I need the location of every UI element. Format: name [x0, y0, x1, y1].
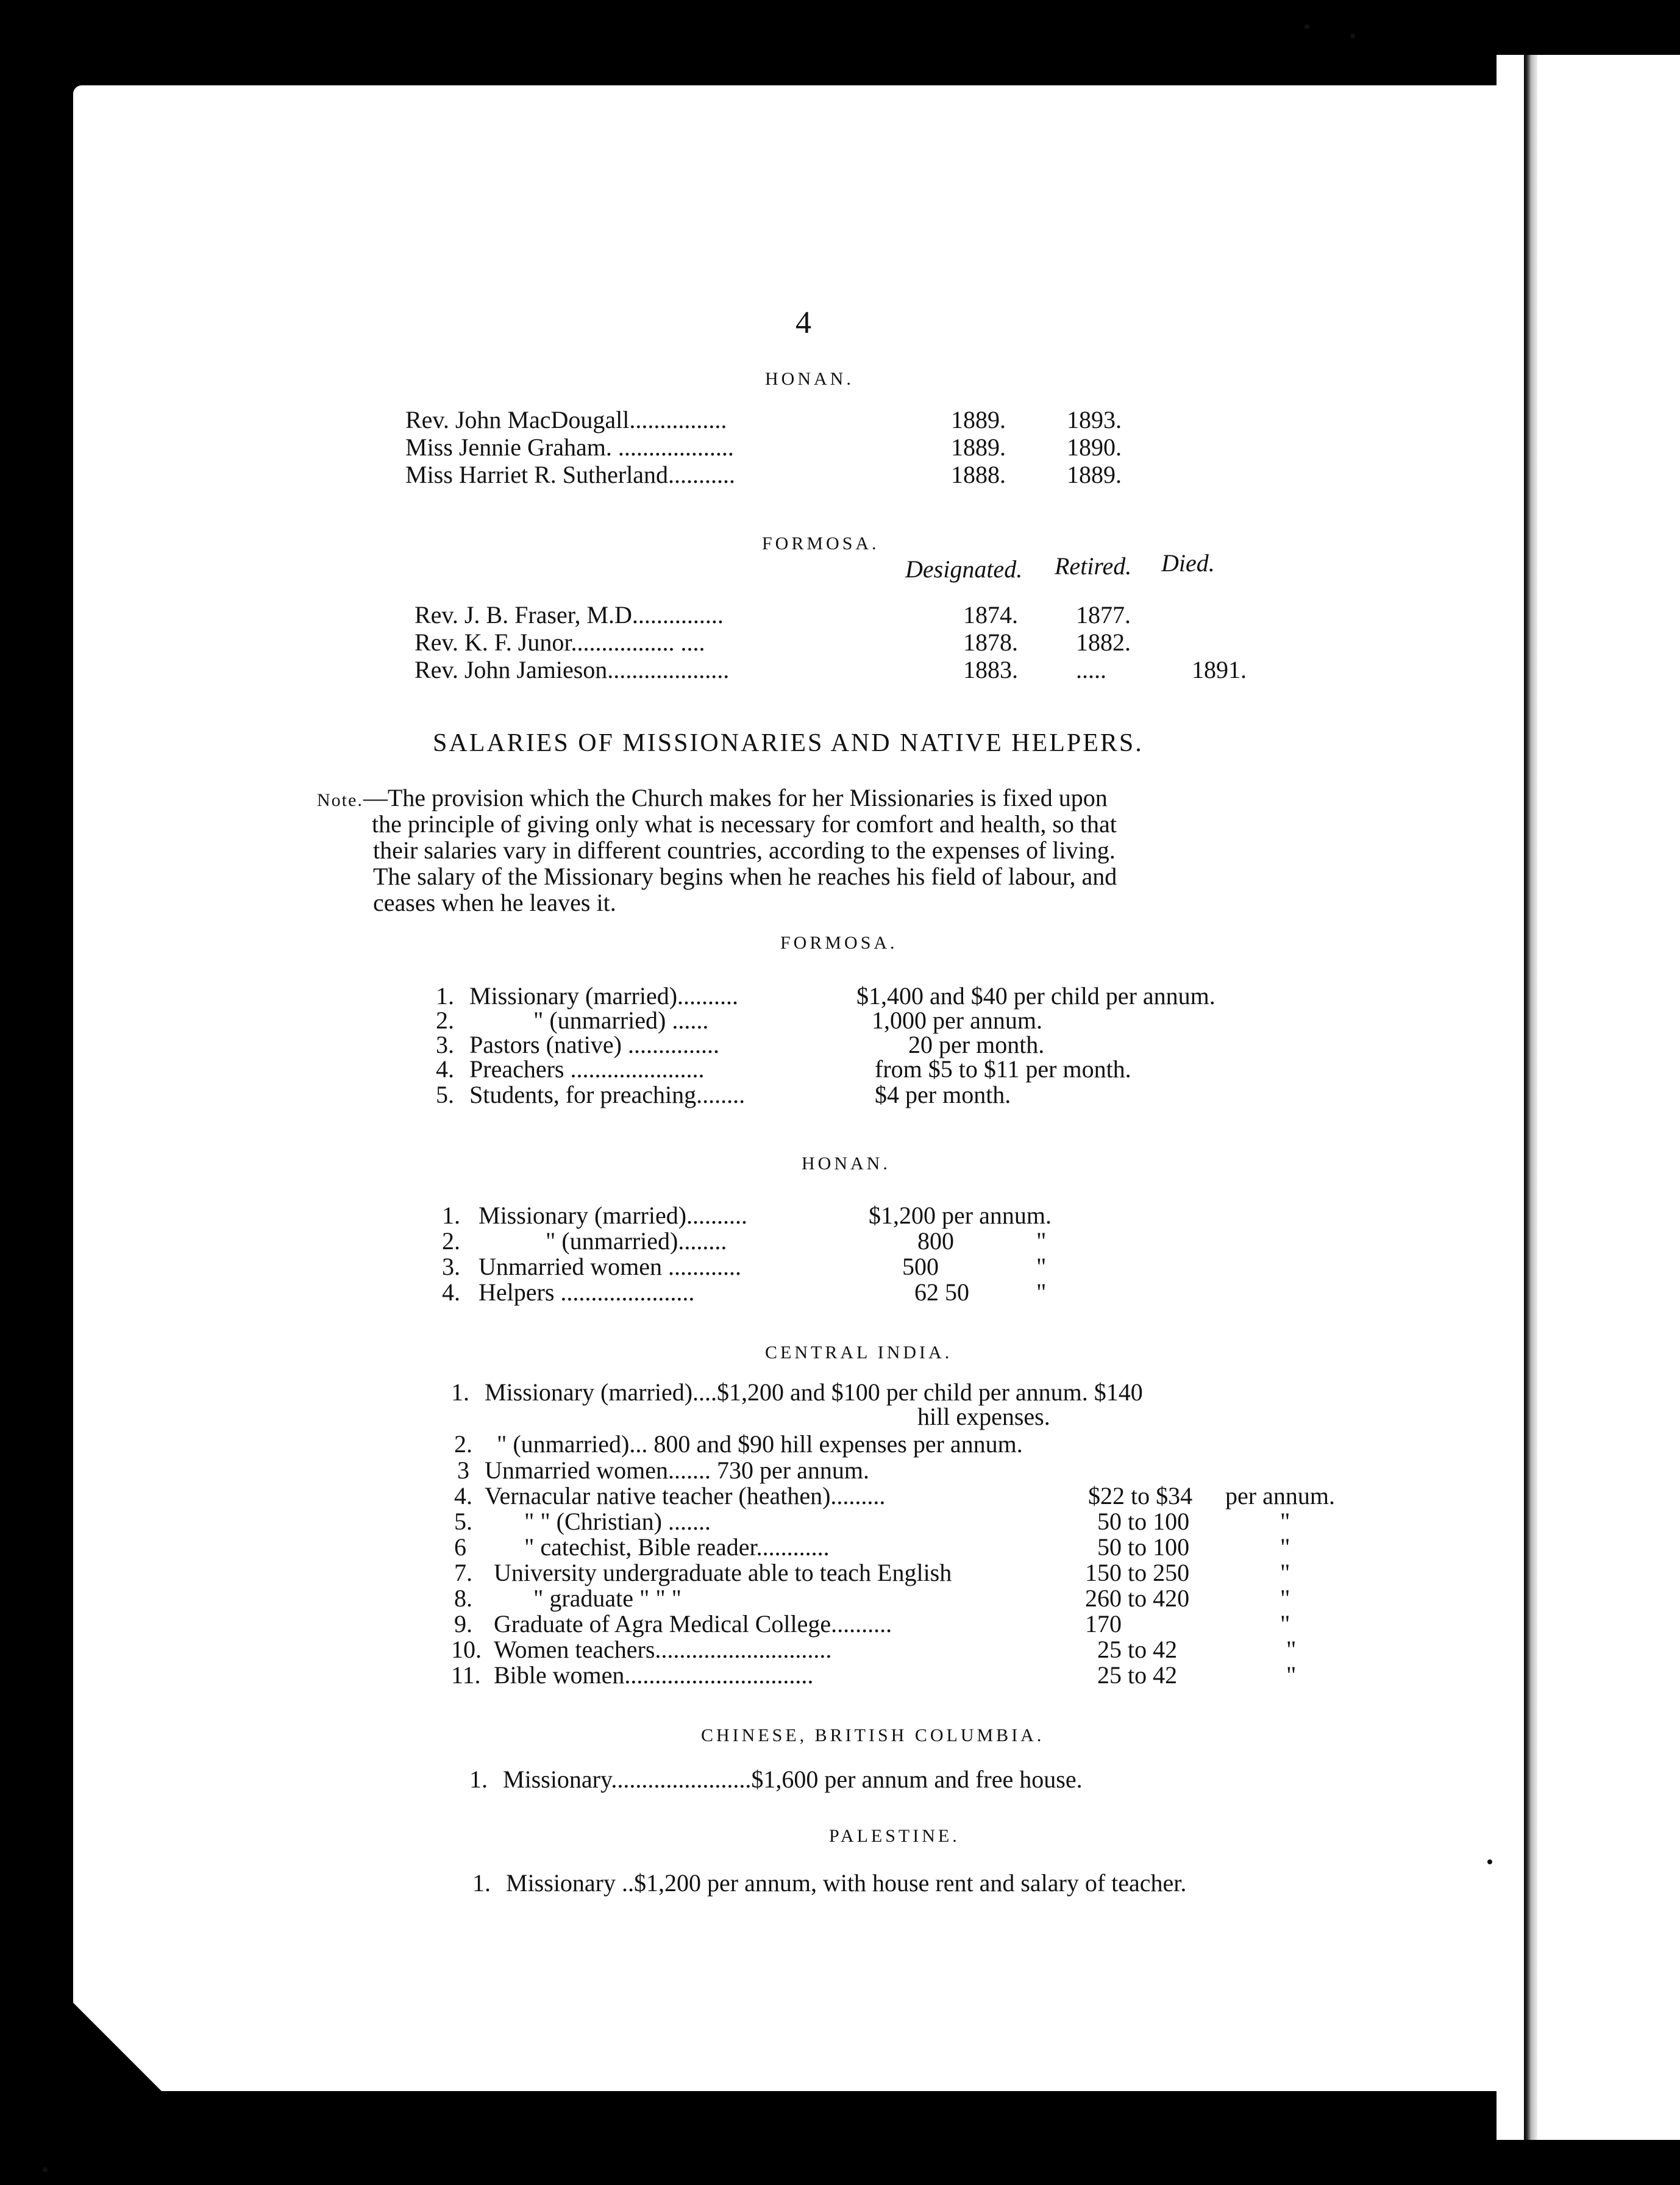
- row-number: 2.: [454, 1430, 472, 1458]
- retired-year: 1893.: [1067, 406, 1122, 433]
- row-label: " (unmarried) ......: [533, 1007, 709, 1034]
- column-retired: Retired.: [1055, 552, 1132, 580]
- speck: [43, 2167, 48, 2172]
- row-number: 5.: [436, 1081, 454, 1108]
- row-number: 4.: [454, 1482, 472, 1510]
- row-number: 2.: [442, 1227, 460, 1255]
- folded-corner: [73, 2003, 165, 2094]
- palestine-heading: PALESTINE.: [829, 1826, 960, 1846]
- speck: [1304, 24, 1309, 29]
- row-amount: 500: [902, 1253, 939, 1280]
- ditto-mark: ": [1286, 1661, 1297, 1689]
- row-number: 7.: [454, 1559, 472, 1586]
- note-line: the principle of giving only what is necessary for comfort and health, so that: [372, 810, 1117, 838]
- row-number: 1.: [451, 1378, 469, 1406]
- ditto-mark: per annum.: [1225, 1482, 1335, 1510]
- row-range: 50 to 100: [1097, 1533, 1190, 1561]
- salary-row: [436, 1080, 1326, 1111]
- row-label: Unmarried women ............: [479, 1253, 742, 1280]
- ditto-mark: ": [1280, 1559, 1290, 1586]
- row-label: Missionary (married)..........: [479, 1202, 748, 1229]
- formosa-salaries-heading: FORMOSA.: [780, 933, 898, 953]
- row-label: University undergraduate able to teach English: [494, 1559, 952, 1586]
- book-spine: [1524, 55, 1537, 2140]
- row-amount: from $5 to $11 per month.: [875, 1055, 1131, 1083]
- formosa-heading: FORMOSA.: [762, 533, 880, 554]
- salary-row: [451, 1402, 1402, 1433]
- row-label: Vernacular native teacher (heathen).........: [485, 1482, 886, 1510]
- row-label: Preachers ......................: [469, 1055, 705, 1083]
- central-india-heading: CENTRAL INDIA.: [765, 1342, 953, 1363]
- row-range: 25 to 42: [1097, 1636, 1178, 1663]
- retired-year: 1889.: [1067, 461, 1122, 488]
- retired-year: 1882.: [1076, 629, 1131, 656]
- note-line: The salary of the Missionary begins when he reaches his field of labour, and: [373, 863, 1117, 890]
- honan-salaries-heading: HONAN.: [802, 1153, 891, 1174]
- ditto-mark: ": [1036, 1227, 1047, 1255]
- row-range: 170: [1085, 1610, 1122, 1638]
- row-range: 25 to 42: [1097, 1661, 1178, 1689]
- note-line: their salaries vary in different countries, according to the expenses of living.: [373, 836, 1116, 864]
- row-label: Unmarried women....... 730 per annum.: [485, 1456, 869, 1484]
- chinese-bc-heading: CHINESE, BRITISH COLUMBIA.: [701, 1725, 1045, 1745]
- speck: [1350, 34, 1355, 38]
- designated-year: 1889.: [951, 406, 1006, 433]
- ditto-mark: ": [1280, 1610, 1290, 1638]
- row-label: " (unmarried)........: [546, 1227, 727, 1255]
- row-number: 10.: [451, 1636, 482, 1663]
- formosa-row: [415, 655, 1280, 686]
- row-amount: $1,200 per annum.: [869, 1202, 1052, 1229]
- row-number: 1.: [472, 1869, 491, 1897]
- died-year: 1891.: [1192, 656, 1247, 683]
- designated-year: 1888.: [951, 461, 1006, 488]
- ditto-mark: ": [1280, 1508, 1290, 1535]
- row-number: 1.: [436, 982, 454, 1010]
- designated-year: 1878.: [963, 629, 1018, 656]
- row-label: Missionary (married)....$1,200 and $100 per child per annum. $140: [485, 1378, 1143, 1406]
- row-number: 6: [454, 1533, 466, 1561]
- salary-row: [472, 1869, 1387, 1899]
- row-label: Graduate of Agra Medical College..........: [494, 1610, 892, 1638]
- ditto-mark: ": [1280, 1533, 1290, 1561]
- salaries-title: SALARIES OF MISSIONARIES AND NATIVE HELPERS.: [433, 729, 1144, 757]
- row-label: Bible women...............................: [494, 1661, 814, 1689]
- ditto-mark: ": [1036, 1278, 1047, 1306]
- missionary-name: Rev. John MacDougall................: [405, 406, 727, 433]
- row-number: 4.: [442, 1278, 460, 1306]
- row-number: 11.: [451, 1661, 481, 1689]
- row-amount: $4 per month.: [875, 1081, 1011, 1108]
- row-label: " " (Christian) .......: [524, 1508, 711, 1535]
- note-label: Note.: [317, 790, 363, 810]
- row-number: 1.: [469, 1766, 488, 1793]
- row-label: Missionary ..$1,200 per annum, with house rent and salary of teacher.: [506, 1869, 1187, 1897]
- row-number: 3.: [442, 1253, 460, 1280]
- row-number: 1.: [442, 1202, 460, 1229]
- salary-row: [451, 1661, 1381, 1691]
- speck: [1487, 1859, 1492, 1864]
- column-designated: Designated.: [905, 555, 1023, 583]
- row-range: 150 to 250: [1085, 1559, 1190, 1586]
- row-amount: $1,400 and $40 per child per annum.: [856, 982, 1216, 1010]
- honan-row: [405, 460, 1259, 491]
- row-range: $22 to $34: [1088, 1482, 1193, 1510]
- missionary-name: Rev. John Jamieson....................: [415, 656, 730, 683]
- row-amount: 62 50: [914, 1278, 969, 1306]
- row-amount: 20 per month.: [908, 1031, 1045, 1058]
- column-died: Died.: [1161, 549, 1215, 577]
- honan-heading: HONAN.: [765, 369, 854, 389]
- missionary-name: Miss Harriet R. Sutherland...........: [405, 461, 736, 488]
- row-label: Students, for preaching........: [469, 1081, 746, 1108]
- note-text: —The provision which the Church makes for her Missionaries is fixed upon: [363, 784, 1108, 811]
- designated-year: 1883.: [963, 656, 1018, 683]
- missionary-name: Miss Jennie Graham. ...................: [405, 433, 734, 461]
- row-number: 2.: [436, 1007, 454, 1034]
- row-label: " graduate " " ": [533, 1584, 682, 1612]
- row-label: Helpers ......................: [479, 1278, 695, 1306]
- row-label: " (unmarried)... 800 and $90 hill expenses per annum.: [497, 1430, 1023, 1458]
- row-label: Missionary (married)..........: [469, 982, 739, 1010]
- retired-year: 1877.: [1076, 601, 1131, 629]
- formosa-row: [415, 601, 1280, 631]
- row-label: Women teachers.............................: [494, 1636, 832, 1663]
- salary-row: [442, 1278, 1295, 1308]
- ditto-mark: ": [1036, 1253, 1047, 1280]
- retired-year: 1890.: [1067, 433, 1122, 461]
- row-range: 260 to 420: [1085, 1584, 1190, 1612]
- ditto-mark: ": [1280, 1584, 1290, 1612]
- designated-year: 1889.: [951, 433, 1006, 461]
- page-number: 4: [796, 305, 811, 340]
- note-line: ceases when he leaves it.: [373, 889, 616, 916]
- row-number: 9.: [454, 1610, 472, 1638]
- missionary-name: Rev. K. F. Junor................. ....: [415, 629, 705, 656]
- row-label: hill expenses.: [917, 1403, 1050, 1430]
- row-amount: 1,000 per annum.: [872, 1007, 1042, 1034]
- row-number: 3.: [436, 1031, 454, 1058]
- row-range: 50 to 100: [1097, 1508, 1190, 1535]
- row-label: Pastors (native) ...............: [469, 1031, 719, 1058]
- designated-year: 1874.: [963, 601, 1018, 629]
- row-number: 8.: [454, 1584, 472, 1612]
- salary-row: [469, 1765, 1347, 1795]
- honan-row: [405, 405, 1259, 436]
- row-number: 3: [457, 1456, 469, 1484]
- ditto-mark: ": [1286, 1636, 1297, 1663]
- row-number: 4.: [436, 1055, 454, 1083]
- missionary-name: Rev. J. B. Fraser, M.D...............: [415, 601, 724, 629]
- retired-year: .....: [1076, 656, 1106, 683]
- row-number: 5.: [454, 1508, 472, 1535]
- row-label: " catechist, Bible reader............: [524, 1533, 830, 1561]
- row-amount: 800: [917, 1227, 954, 1255]
- honan-row: [405, 433, 1259, 463]
- row-label: Missionary.......................$1,600 per annum and free house.: [503, 1766, 1083, 1793]
- formosa-row: [415, 628, 1280, 658]
